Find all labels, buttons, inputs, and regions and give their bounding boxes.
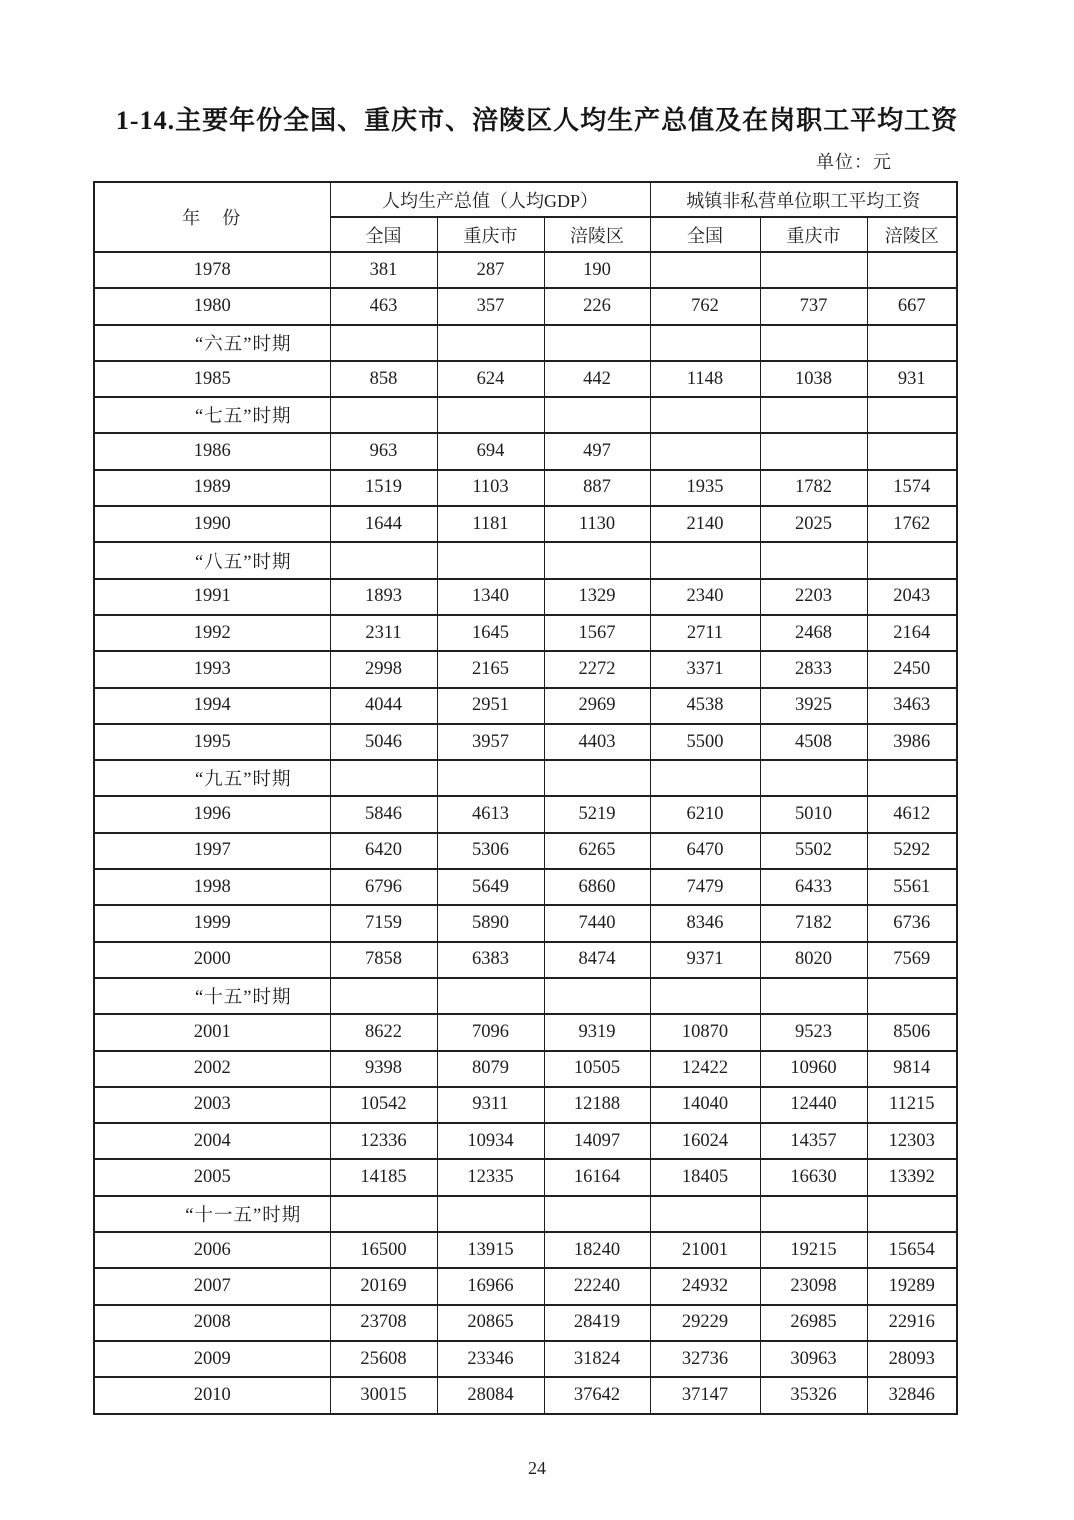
value-cell: 23098: [760, 1268, 867, 1304]
table-row: [94, 1087, 957, 1123]
value-cell: [760, 1196, 867, 1232]
value-cell: 4538: [650, 688, 760, 724]
year-cell: 1993: [94, 651, 330, 687]
year-cell: 1999: [94, 905, 330, 941]
value-cell: 10934: [437, 1123, 544, 1159]
value-cell: [650, 542, 760, 578]
value-cell: [760, 978, 867, 1014]
value-cell: 1762: [867, 506, 957, 542]
year-cell: 1990: [94, 506, 330, 542]
value-cell: 1148: [650, 361, 760, 397]
period-label-cell: “十一五”时期: [94, 1196, 330, 1232]
value-cell: 2468: [760, 615, 867, 651]
value-cell: 2203: [760, 579, 867, 615]
table-row: [94, 724, 957, 760]
year-cell: 2005: [94, 1159, 330, 1195]
value-cell: [437, 542, 544, 578]
year-cell: 2006: [94, 1232, 330, 1268]
year-cell: 1998: [94, 869, 330, 905]
value-cell: 14357: [760, 1123, 867, 1159]
value-cell: 10505: [544, 1051, 650, 1087]
table-row: [94, 1305, 957, 1341]
table-row: [94, 542, 957, 578]
value-cell: [437, 978, 544, 1014]
value-cell: 1103: [437, 470, 544, 506]
value-cell: 931: [867, 361, 957, 397]
value-cell: 3986: [867, 724, 957, 760]
value-cell: 1644: [330, 506, 437, 542]
value-cell: [650, 760, 760, 796]
value-cell: 357: [437, 288, 544, 324]
value-cell: 2998: [330, 651, 437, 687]
value-cell: [867, 542, 957, 578]
value-cell: 18240: [544, 1232, 650, 1268]
value-cell: 24932: [650, 1268, 760, 1304]
table-row: [94, 869, 957, 905]
value-cell: 963: [330, 433, 437, 469]
unit-label: 单位：元: [816, 152, 892, 172]
value-cell: [544, 978, 650, 1014]
value-cell: [650, 325, 760, 361]
value-cell: 12336: [330, 1123, 437, 1159]
value-cell: 6265: [544, 833, 650, 869]
value-cell: 7159: [330, 905, 437, 941]
period-label-cell: “八五”时期: [94, 542, 330, 578]
year-cell: 1997: [94, 833, 330, 869]
value-cell: 8020: [760, 942, 867, 978]
value-cell: [867, 1196, 957, 1232]
table-row: [94, 470, 957, 506]
table-row: [94, 1159, 957, 1195]
value-cell: 858: [330, 361, 437, 397]
value-cell: [650, 1196, 760, 1232]
value-cell: 16024: [650, 1123, 760, 1159]
value-cell: 7182: [760, 905, 867, 941]
value-cell: 5219: [544, 796, 650, 832]
value-cell: 5046: [330, 724, 437, 760]
value-cell: 14097: [544, 1123, 650, 1159]
table-row: [94, 796, 957, 832]
value-cell: 10960: [760, 1051, 867, 1087]
value-cell: 1038: [760, 361, 867, 397]
value-cell: 7440: [544, 905, 650, 941]
value-cell: [760, 760, 867, 796]
value-cell: [867, 325, 957, 361]
page-number: 24: [528, 1458, 546, 1478]
value-cell: 9319: [544, 1014, 650, 1050]
year-cell: 2008: [94, 1305, 330, 1341]
year-cell: 1986: [94, 433, 330, 469]
value-cell: 31824: [544, 1341, 650, 1377]
value-cell: 23346: [437, 1341, 544, 1377]
value-cell: 2272: [544, 651, 650, 687]
year-cell: 2010: [94, 1377, 330, 1413]
period-label-cell: “九五”时期: [94, 760, 330, 796]
value-cell: 463: [330, 288, 437, 324]
value-cell: 23708: [330, 1305, 437, 1341]
value-cell: 20865: [437, 1305, 544, 1341]
table-row: [94, 688, 957, 724]
value-cell: 15654: [867, 1232, 957, 1268]
value-cell: [760, 397, 867, 433]
value-cell: 5292: [867, 833, 957, 869]
value-cell: 7096: [437, 1014, 544, 1050]
table-row: [94, 1196, 957, 1232]
subheader-wage-national: 全国: [650, 217, 760, 252]
subheader-gdp-national: 全国: [330, 217, 437, 252]
value-cell: 7858: [330, 942, 437, 978]
table-row: [94, 1341, 957, 1377]
page-title: 1-14.主要年份全国、重庆市、涪陵区人均生产总值及在岗职工平均工资: [115, 106, 959, 135]
value-cell: 6860: [544, 869, 650, 905]
value-cell: 2140: [650, 506, 760, 542]
year-cell: 1996: [94, 796, 330, 832]
period-label-cell: “十五”时期: [94, 978, 330, 1014]
table-row: [94, 361, 957, 397]
year-cell: 1989: [94, 470, 330, 506]
value-cell: 28084: [437, 1377, 544, 1413]
value-cell: 3371: [650, 651, 760, 687]
year-cell: 1980: [94, 288, 330, 324]
value-cell: 9523: [760, 1014, 867, 1050]
value-cell: 4613: [437, 796, 544, 832]
value-cell: 3925: [760, 688, 867, 724]
table-row: [94, 760, 957, 796]
value-cell: 2025: [760, 506, 867, 542]
table-row: [94, 1232, 957, 1268]
table-row: [94, 506, 957, 542]
value-cell: 8474: [544, 942, 650, 978]
value-cell: [330, 1196, 437, 1232]
value-cell: 22916: [867, 1305, 957, 1341]
statistics-table: [93, 181, 958, 1415]
value-cell: [437, 325, 544, 361]
value-cell: 8346: [650, 905, 760, 941]
value-cell: [544, 397, 650, 433]
value-cell: [330, 978, 437, 1014]
value-cell: 694: [437, 433, 544, 469]
value-cell: [650, 433, 760, 469]
value-cell: [650, 252, 760, 288]
value-cell: 12422: [650, 1051, 760, 1087]
value-cell: 16630: [760, 1159, 867, 1195]
value-cell: 1567: [544, 615, 650, 651]
value-cell: 16500: [330, 1232, 437, 1268]
value-cell: 3957: [437, 724, 544, 760]
value-cell: 8622: [330, 1014, 437, 1050]
value-cell: 12335: [437, 1159, 544, 1195]
value-cell: 19289: [867, 1268, 957, 1304]
year-column-header: 年 份: [94, 182, 330, 252]
value-cell: 13392: [867, 1159, 957, 1195]
year-cell: 2002: [94, 1051, 330, 1087]
value-cell: 1782: [760, 470, 867, 506]
value-cell: 37642: [544, 1377, 650, 1413]
value-cell: [437, 760, 544, 796]
value-cell: 6420: [330, 833, 437, 869]
value-cell: 30963: [760, 1341, 867, 1377]
table-group-header-row: [94, 182, 957, 217]
subheader-gdp-fuling: 涪陵区: [544, 217, 650, 252]
value-cell: 10870: [650, 1014, 760, 1050]
year-cell: 1995: [94, 724, 330, 760]
value-cell: 1181: [437, 506, 544, 542]
value-cell: 5846: [330, 796, 437, 832]
value-cell: 6470: [650, 833, 760, 869]
year-cell: 1991: [94, 579, 330, 615]
value-cell: 2165: [437, 651, 544, 687]
table-row: [94, 433, 957, 469]
value-cell: 21001: [650, 1232, 760, 1268]
year-cell: 2009: [94, 1341, 330, 1377]
table-row: [94, 1268, 957, 1304]
value-cell: 20169: [330, 1268, 437, 1304]
value-cell: 4508: [760, 724, 867, 760]
value-cell: 1329: [544, 579, 650, 615]
table-row: [94, 288, 957, 324]
value-cell: 624: [437, 361, 544, 397]
value-cell: 5500: [650, 724, 760, 760]
value-cell: 11215: [867, 1087, 957, 1123]
value-cell: 5649: [437, 869, 544, 905]
value-cell: 667: [867, 288, 957, 324]
value-cell: [330, 325, 437, 361]
value-cell: 9398: [330, 1051, 437, 1087]
value-cell: 1645: [437, 615, 544, 651]
value-cell: 18405: [650, 1159, 760, 1195]
value-cell: 2043: [867, 579, 957, 615]
value-cell: 2951: [437, 688, 544, 724]
period-label-cell: “六五”时期: [94, 325, 330, 361]
table-row: [94, 1377, 957, 1413]
value-cell: [867, 433, 957, 469]
year-cell: 2000: [94, 942, 330, 978]
value-cell: 4403: [544, 724, 650, 760]
year-cell: 1985: [94, 361, 330, 397]
value-cell: 2969: [544, 688, 650, 724]
value-cell: [544, 1196, 650, 1232]
subheader-wage-fuling: 涪陵区: [867, 217, 957, 252]
table-row: [94, 615, 957, 651]
value-cell: 737: [760, 288, 867, 324]
value-cell: [544, 325, 650, 361]
value-cell: [650, 397, 760, 433]
value-cell: [544, 760, 650, 796]
value-cell: 35326: [760, 1377, 867, 1413]
value-cell: 1340: [437, 579, 544, 615]
value-cell: 16164: [544, 1159, 650, 1195]
value-cell: 19215: [760, 1232, 867, 1268]
value-cell: 497: [544, 433, 650, 469]
value-cell: 14185: [330, 1159, 437, 1195]
table-row: [94, 325, 957, 361]
value-cell: 12440: [760, 1087, 867, 1123]
value-cell: 8506: [867, 1014, 957, 1050]
table-row: [94, 833, 957, 869]
value-cell: 6210: [650, 796, 760, 832]
value-cell: 22240: [544, 1268, 650, 1304]
value-cell: [544, 542, 650, 578]
value-cell: 190: [544, 252, 650, 288]
wage-group-header: 城镇非私营单位职工平均工资: [650, 182, 957, 217]
value-cell: 2311: [330, 615, 437, 651]
year-cell: 1978: [94, 252, 330, 288]
value-cell: [760, 433, 867, 469]
value-cell: 32736: [650, 1341, 760, 1377]
value-cell: 12303: [867, 1123, 957, 1159]
value-cell: 28093: [867, 1341, 957, 1377]
year-cell: 2004: [94, 1123, 330, 1159]
table-row: [94, 942, 957, 978]
value-cell: 25608: [330, 1341, 437, 1377]
value-cell: 7479: [650, 869, 760, 905]
value-cell: 5306: [437, 833, 544, 869]
table-row: [94, 397, 957, 433]
value-cell: 4044: [330, 688, 437, 724]
value-cell: 2340: [650, 579, 760, 615]
table-row: [94, 1051, 957, 1087]
value-cell: 28419: [544, 1305, 650, 1341]
value-cell: [867, 252, 957, 288]
subheader-wage-chongqing: 重庆市: [760, 217, 867, 252]
value-cell: [867, 397, 957, 433]
table-row: [94, 905, 957, 941]
value-cell: 32846: [867, 1377, 957, 1413]
value-cell: 287: [437, 252, 544, 288]
value-cell: 1893: [330, 579, 437, 615]
value-cell: [330, 542, 437, 578]
value-cell: [437, 1196, 544, 1232]
value-cell: 762: [650, 288, 760, 324]
value-cell: 7569: [867, 942, 957, 978]
value-cell: [330, 397, 437, 433]
year-cell: 1994: [94, 688, 330, 724]
value-cell: 29229: [650, 1305, 760, 1341]
year-cell: 2001: [94, 1014, 330, 1050]
year-cell: 2003: [94, 1087, 330, 1123]
value-cell: 226: [544, 288, 650, 324]
value-cell: 5502: [760, 833, 867, 869]
value-cell: [867, 760, 957, 796]
year-cell: 1992: [94, 615, 330, 651]
gdp-group-header: 人均生产总值（人均GDP）: [330, 182, 650, 217]
value-cell: 9814: [867, 1051, 957, 1087]
value-cell: 9311: [437, 1087, 544, 1123]
value-cell: [760, 542, 867, 578]
value-cell: 12188: [544, 1087, 650, 1123]
value-cell: [437, 397, 544, 433]
value-cell: 1574: [867, 470, 957, 506]
value-cell: 13915: [437, 1232, 544, 1268]
value-cell: [867, 978, 957, 1014]
value-cell: 3463: [867, 688, 957, 724]
value-cell: 14040: [650, 1087, 760, 1123]
table-row: [94, 1014, 957, 1050]
value-cell: [650, 978, 760, 1014]
table-row: [94, 579, 957, 615]
period-label-cell: “七五”时期: [94, 397, 330, 433]
value-cell: 6383: [437, 942, 544, 978]
value-cell: [330, 760, 437, 796]
value-cell: 8079: [437, 1051, 544, 1087]
value-cell: 5890: [437, 905, 544, 941]
value-cell: 442: [544, 361, 650, 397]
value-cell: 1935: [650, 470, 760, 506]
value-cell: 2164: [867, 615, 957, 651]
value-cell: 6433: [760, 869, 867, 905]
value-cell: 6736: [867, 905, 957, 941]
value-cell: 887: [544, 470, 650, 506]
table-row: [94, 978, 957, 1014]
value-cell: [760, 325, 867, 361]
value-cell: 26985: [760, 1305, 867, 1341]
value-cell: 381: [330, 252, 437, 288]
value-cell: 2450: [867, 651, 957, 687]
value-cell: 16966: [437, 1268, 544, 1304]
value-cell: 10542: [330, 1087, 437, 1123]
value-cell: 37147: [650, 1377, 760, 1413]
value-cell: [760, 252, 867, 288]
value-cell: 4612: [867, 796, 957, 832]
value-cell: 1130: [544, 506, 650, 542]
value-cell: 30015: [330, 1377, 437, 1413]
value-cell: 6796: [330, 869, 437, 905]
table-row: [94, 252, 957, 288]
value-cell: 2833: [760, 651, 867, 687]
value-cell: 9371: [650, 942, 760, 978]
subheader-gdp-chongqing: 重庆市: [437, 217, 544, 252]
table-row: [94, 1123, 957, 1159]
value-cell: 2711: [650, 615, 760, 651]
year-cell: 2007: [94, 1268, 330, 1304]
value-cell: 5561: [867, 869, 957, 905]
table-row: [94, 651, 957, 687]
value-cell: 1519: [330, 470, 437, 506]
value-cell: 5010: [760, 796, 867, 832]
